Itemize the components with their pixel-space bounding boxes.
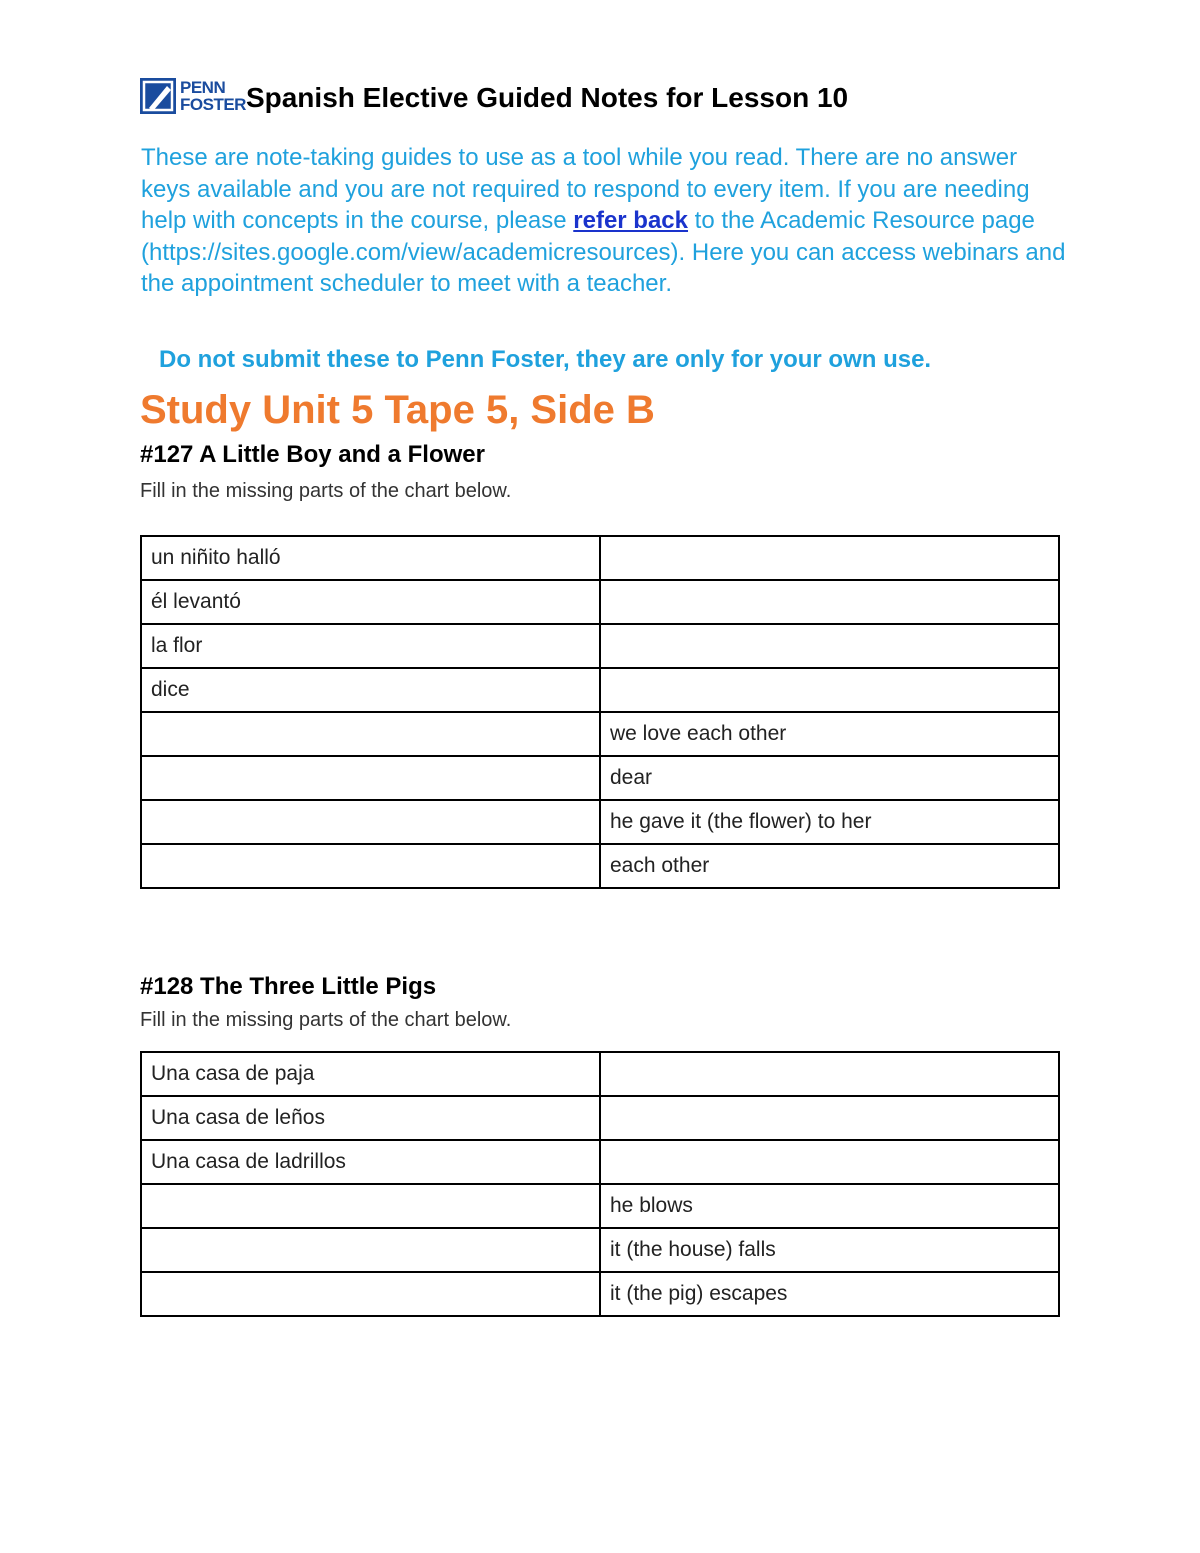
- english-cell[interactable]: we love each other: [600, 712, 1059, 756]
- logo-wordmark: [180, 79, 246, 113]
- english-cell[interactable]: [600, 1096, 1059, 1140]
- intro-paragraph: [141, 142, 1071, 300]
- spanish-cell[interactable]: Una casa de ladrillos: [141, 1140, 600, 1184]
- spanish-cell[interactable]: [141, 800, 600, 844]
- spanish-cell[interactable]: Una casa de leños: [141, 1096, 600, 1140]
- table-row: [141, 844, 1059, 888]
- spanish-cell[interactable]: [141, 844, 600, 888]
- spanish-cell[interactable]: él levantó: [141, 580, 600, 624]
- table-row: [141, 1272, 1059, 1316]
- spanish-cell[interactable]: [141, 1272, 600, 1316]
- english-cell[interactable]: [600, 1052, 1059, 1096]
- spanish-cell[interactable]: [141, 756, 600, 800]
- english-cell[interactable]: [600, 536, 1059, 580]
- table-row: [141, 624, 1059, 668]
- vocab-chart-128: [140, 1051, 1060, 1317]
- spanish-cell[interactable]: [141, 1184, 600, 1228]
- intro-text-start: These are note-taking guides to use as a tool while you read. There are no answer keys available and you are not required to respond to every item. If you are needing help with concepts in the course, please: [141, 144, 1030, 235]
- english-cell[interactable]: he gave it (the flower) to her: [600, 800, 1059, 844]
- spanish-cell[interactable]: la flor: [141, 624, 600, 668]
- spanish-cell[interactable]: [141, 712, 600, 756]
- section-127-instruction: Fill in the missing parts of the chart below.: [140, 480, 512, 502]
- usage-notice: Do not submit these to Penn Foster, they are only for your own use.: [159, 346, 932, 373]
- table-row: [141, 580, 1059, 624]
- section-128-instruction: Fill in the missing parts of the chart below.: [140, 1009, 512, 1031]
- refer-back-link[interactable]: refer back: [573, 207, 689, 235]
- english-cell[interactable]: [600, 624, 1059, 668]
- english-cell[interactable]: he blows: [600, 1184, 1059, 1228]
- penn-foster-logo: [140, 76, 246, 116]
- english-cell[interactable]: [600, 668, 1059, 712]
- spanish-cell[interactable]: Una casa de paja: [141, 1052, 600, 1096]
- english-cell[interactable]: it (the pig) escapes: [600, 1272, 1059, 1316]
- table-row: [141, 712, 1059, 756]
- english-cell[interactable]: dear: [600, 756, 1059, 800]
- document-header: [140, 72, 848, 116]
- table-row: [141, 536, 1059, 580]
- table-row: [141, 1096, 1059, 1140]
- logo-line-2: FOSTER: [180, 95, 246, 114]
- section-127-title: #127 A Little Boy and a Flower: [140, 441, 485, 468]
- table-row: [141, 668, 1059, 712]
- logo-line-1: PENN: [180, 78, 226, 97]
- vocab-chart-127: [140, 535, 1060, 889]
- pen-logo-icon: [140, 78, 176, 114]
- section-128-title: #128 The Three Little Pigs: [140, 973, 437, 1000]
- spanish-cell[interactable]: [141, 1228, 600, 1272]
- english-cell[interactable]: [600, 1140, 1059, 1184]
- english-cell[interactable]: [600, 580, 1059, 624]
- table-row: [141, 1184, 1059, 1228]
- table-row: [141, 800, 1059, 844]
- document-title: Spanish Elective Guided Notes for Lesson 10: [245, 82, 849, 113]
- table-row: [141, 1052, 1059, 1096]
- spanish-cell[interactable]: un niñito halló: [141, 536, 600, 580]
- table-row: [141, 1228, 1059, 1272]
- intro-text-end: to the Academic Resource page (https://sites.google.com/view/academicresources). Here you can access webinars and the appointment scheduler to meet with a teacher.: [141, 207, 1066, 298]
- english-cell[interactable]: it (the house) falls: [600, 1228, 1059, 1272]
- table-row: [141, 756, 1059, 800]
- spanish-cell[interactable]: dice: [141, 668, 600, 712]
- english-cell[interactable]: each other: [600, 844, 1059, 888]
- table-row: [141, 1140, 1059, 1184]
- unit-title: Study Unit 5 Tape 5, Side B: [140, 388, 655, 432]
